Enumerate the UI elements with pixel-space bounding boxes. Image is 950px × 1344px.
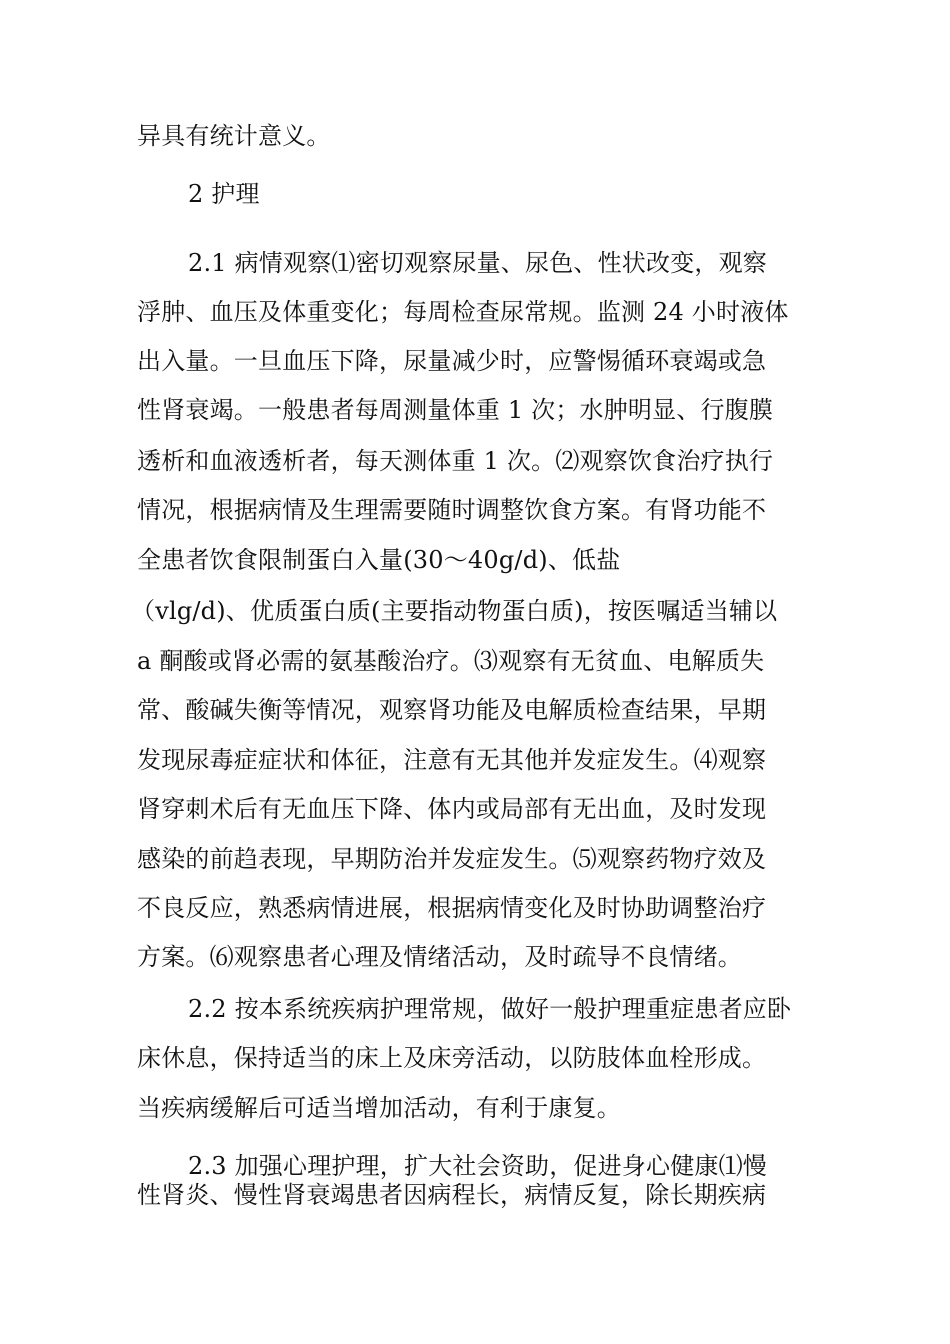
text-line: 情况，根据病情及生理需要随时调整饮食方案。有肾功能不 [137,496,767,524]
text-line: 感染的前趋表现，早期防治并发症发生。⑸观察药物疗效及 [137,845,767,873]
text-line: a 酮酸或肾必需的氨基酸治疗。⑶观察有无贫血、电解质失 [137,647,765,675]
text-line: 透析和血液透析者，每天测体重 1 次。⑵观察饮食治疗执行 [137,447,774,475]
text-line: 全患者饮食限制蛋白入量(30〜40g/d)、低盐 [137,546,621,574]
text-line: 2.2 按本系统疾病护理常规，做好一般护理重症患者应卧 [188,995,792,1023]
text-line: 浮肿、血压及体重变化；每周检查尿常规。监测 24 小时液体 [137,298,789,326]
text-line: （vlg/d)、优质蛋白质(主要指动物蛋白质)，按医嘱适当辅以 [131,597,778,625]
text-line: 床休息，保持适当的床上及床旁活动，以防肢体血栓形成。 [137,1044,767,1072]
text-line: 不良反应，熟悉病情进展，根据病情变化及时协助调整治疗 [137,894,767,922]
text-line: 常、酸碱失衡等情况，观察肾功能及电解质检查结果，早期 [137,696,767,724]
text-line: 出入量。一旦血压下降，尿量减少时，应警惕循环衰竭或急 [137,347,767,375]
text-line: 发现尿毒症症状和体征，注意有无其他并发症发生。⑷观察 [137,746,767,774]
text-line: 性肾衰竭。一般患者每周测量体重 1 次；水肿明显、行腹膜 [137,396,774,424]
text-line: 2.3 加强心理护理，扩大社会资助，促进身心健康⑴慢 [188,1152,767,1180]
text-line: 当疾病缓解后可适当增加活动，有利于康复。 [137,1094,621,1122]
text-line: 2.1 病情观察⑴密切观察尿量、尿色、性状改变，观察 [188,249,767,277]
section-heading: 2 护理 [188,180,260,208]
text-line: 性肾炎、慢性肾衰竭患者因病程长，病情反复，除长期疾病 [137,1181,767,1209]
text-line: 肾穿刺术后有无血压下降、体内或局部有无出血，及时发现 [137,795,767,823]
text-line: 方案。⑹观察患者心理及情绪活动，及时疏导不良情绪。 [137,943,742,971]
text-line: 异具有统计意义。 [137,122,331,150]
